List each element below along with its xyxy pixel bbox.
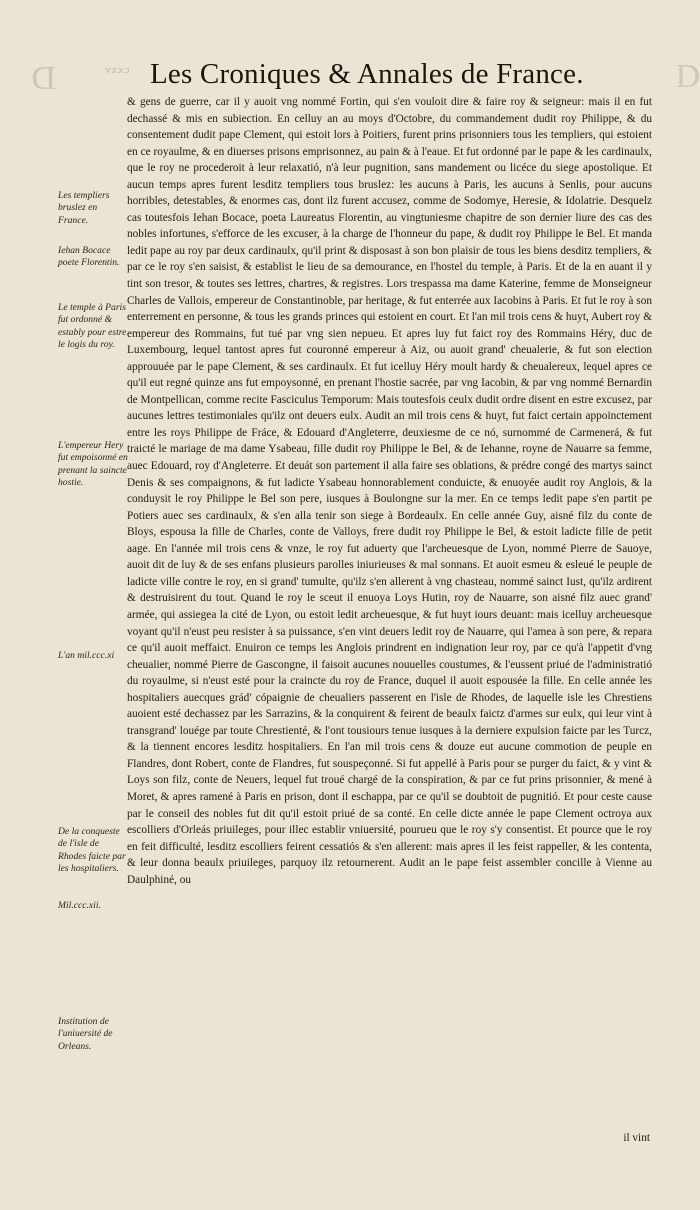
margin-note-year-1312: Mil.ccc.xii. — [58, 900, 101, 911]
catchword: il vint — [623, 1132, 650, 1144]
running-head: Les Croniques & Annales de France. — [150, 58, 584, 90]
bleed-through-initial-left: D — [30, 60, 56, 97]
main-text-column — [127, 94, 652, 888]
margin-note-orleans: Institution de l'uniuersité de Orleans. — [58, 1016, 113, 1052]
margin-note-year-1311: L'an mil.ccc.xi — [58, 650, 115, 661]
margin-note-templiers: Les templiers bruslez en France. — [58, 190, 110, 226]
bleed-through-initial-right: D — [675, 58, 700, 95]
margin-note-bocace: Iehan Bocace poete Florentin. — [58, 245, 120, 269]
body-paragraph: & gens de guerre, car il y auoit vng nommé Fortin, qui s'en vouloit dire & faire roy & seigneur: mais il en fut dechassé & mis en subiection. En celluy an au moys d'Octobre, du commandement dudit roy Philippe, & du consentement dudit pape Clement, qui estoit lors à Poitiers, furent prins prisonniers tous les templiers, qui estoient en ce royaulme, & en diuerses prisons emprisonnez, au pain & à l'eaue. Et fut ordonné par le pape & les cardinaulx, que le roy ne procederoit à leur relaxatió, n'à leur pugnition, sans mandement ou licéce du siege apostolique. Et aucun temps apres furent lesditz templiers tous bruslez: les aucuns à Paris, les aucuns à Senlis, pour aucuns horribles, detestables, & enormes cas, dont ilz furent accusez, comme de Sodomye, Heresie, & Idolatrie. Desquelz cas toutesfois Iehan Bocace, poeta Laureatus Florentin, au vingtuniesme chapitre de son dernier liure des cas des nobles infortunes, s'efforce de les excuser, à la charge de l'honneur du pape, & dudit roy Philippe le Bel. Et manda ledit pape au roy par deux cardinaulx, qu'il print & disposast à son bon plaisir de tous les biens desditz templiers, & par ce le roy s'en saisist, & establist le lieu de sa demourance, en l'hostel du temple, à Paris. Et de la en auant il y tint son tresor, & toutes ses lettres, chartres, & registres. Lors trespassa ma dame Katerine, femme de Monseigneur Charles de Vallois, empereur de Constantinoble, par heritage, & fut enterrée aux Iacobins à Paris. Et fut le roy à son enterrement en personne, & tous les grands princes qui estoient en court. Et l'an mil trois cens & huyt, Aubert roy & empereur des Rommains, fut tué par vng sien nepueu. Et apres luy fut faict roy des Rommains Héry, duc de Luxembourg, lequel tantost apres fut couronné empereur à Aiz, ou auoit grand' cheualerie, & fut son election approuuée par le pape Clement, & ses cardinaulx. Et fut icelluy Héry moult hardy & cheualereux, lequel apres ce qu'il eut regné quinze ans fut empoysonné, en prenant l'hostie sacrée, par vng Iacobin, & par vng nommé Bernardin de Montpellican, comme recite Fasciculus Temporum: Mais toutesfois ceulx dudit ordre disent en estre excusez, par aucunes lettres testimoniales qu'ilz ont deuers eulx. Audit an mil trois cens & huyt, fut faict certain appoinctement entre les roys Philippe de Fráce, & Edouard d'Angleterre, deuxiesme de ce nó, surnommé de Carmenerá, & fut traicté le mariage de ma dame Ysabeau, fille dudit roy Philippe le Bel, & de Iehanne, royne de Nauarre sa femme, auec Edouard, roy d'Angleterre. Et deuát son partement il alla faire ses oblations, & prédre congé des martys sainct Denis & ses compaignons, & fut ladicte Ysabeau honnorablement conduicte, & enuoyée audit roy Anglois, & la conduysit le roy Philippe le Bel son pere, iusques à Boulongne sur la mer. En ce temps ledit pape s'en partit pe Potiers auec ses cardinaulx, & s'en alla tenir son siege à Bordeaulx. En celle année Guy, aisné filz du conte de Bloys, espousa la fille de Charles, conte de Valloys, frere dudit roy Philippe le Bel, & estoit ladicte fille de petit aage. En l'année mil trois cens & vnze, le roy fut aduerty que l'archeuesque de Lyon, nommé Pierre de Sauoye, auoit dit de luy & de ses enfans plusieurs parolles iniurieuses & mal sonnans. Et auoit esmeu & esleué le peuple de ladicte ville contre le roy, en si grand' tumulte, qu'ilz s'en allerent à vng chasteau, nommé sainct Iust, qu'ilz ardirent & destruisirent du tout. Quand le roy le sceut il enuoya Loys Hutin, roy de Nauarre, son aisné filz auec grand' armée, qui assiegea la cité de Lyon, ou estoit ledit archeuesque, & fut huyt iours deuant: mais icelluy archeuesque voyant qu'il n'eust peu resister à sa puissance, s'en vint deuers ledit roy de Nauarre, qui l'amea à son pere, & repara ce qu'il auoit meffaict. Enuiron ce temps les Anglois prindrent en indignation leur roy, par ce qu'à l'appetit d'vng cheualier, nommé Pierre de Gascongne, il faisoit aucunes nouuelles coustumes, & l'eussent priué de l'administratió du royaulme, si n'eust esté pour la craincte du roy de France, duquel il auoit espousée la fille. En celle année les hospitaliers auecques grád' cópaignie de cheualiers passerent en l'isle de Rhodes, de laquelle isle les Chrestiens auoient esté dechassez par les Sarrazins, & la conquirent & feirent de beaulx faictz d'armes sur eulx, qui leur vint à transgrand' louége par toute Chrestienté, & l'ont tousiours tenue iusques à la derniere expulsion faicte par les Turcz, & la tiennent encores lesditz hospitaliers. En l'an mil trois cens & douze eut aucune commotion de peuple en Flandres, dont Robert, conte de Flandres, fut souspeçonné. Si fut appellé à Paris pour se purger du faict, & y vint & Loys son filz, conte de Neuers, lequel fut troué chargé de la conspiration, & par ce fut prins prisonnier, & mené à Moret, & apres ramené à Paris en prison, dont il eschappa, par ce qu'il se doubtoit de pugnitió. Et pour ceste cause par le conseil des nobles fut dit qu'il estoit priué de sa conté. En celle dicte année le pape Clement octroya aux escolliers d'Orleás priuileges, pour illec establir vniuersité, pourueu que le roy s'y consentist. Et pource que le roy en feit difficulté, lesditz escolliers feirent cessatiós & s'en allerent: mais apres il les feist rappeller, & les contenta, & leur donna beaulx priuileges, parquoy ilz retournerent. Audit an le pape feist assembler concille à Vienne au Daulphiné, ou — [127, 96, 652, 886]
margin-note-empereur: L'empereur Hery fut empoisonné en prenant la saincte hostie. — [58, 440, 128, 489]
margin-note-temple: Le temple à Paris fut ordonné & estably pour estre le logis du roy. — [58, 302, 127, 351]
bleed-through-folio: cxxv — [104, 64, 130, 76]
margin-note-rhodes: De la conqueste de l'isle de Rhodes faicte par les hospitaliers. — [58, 826, 126, 875]
